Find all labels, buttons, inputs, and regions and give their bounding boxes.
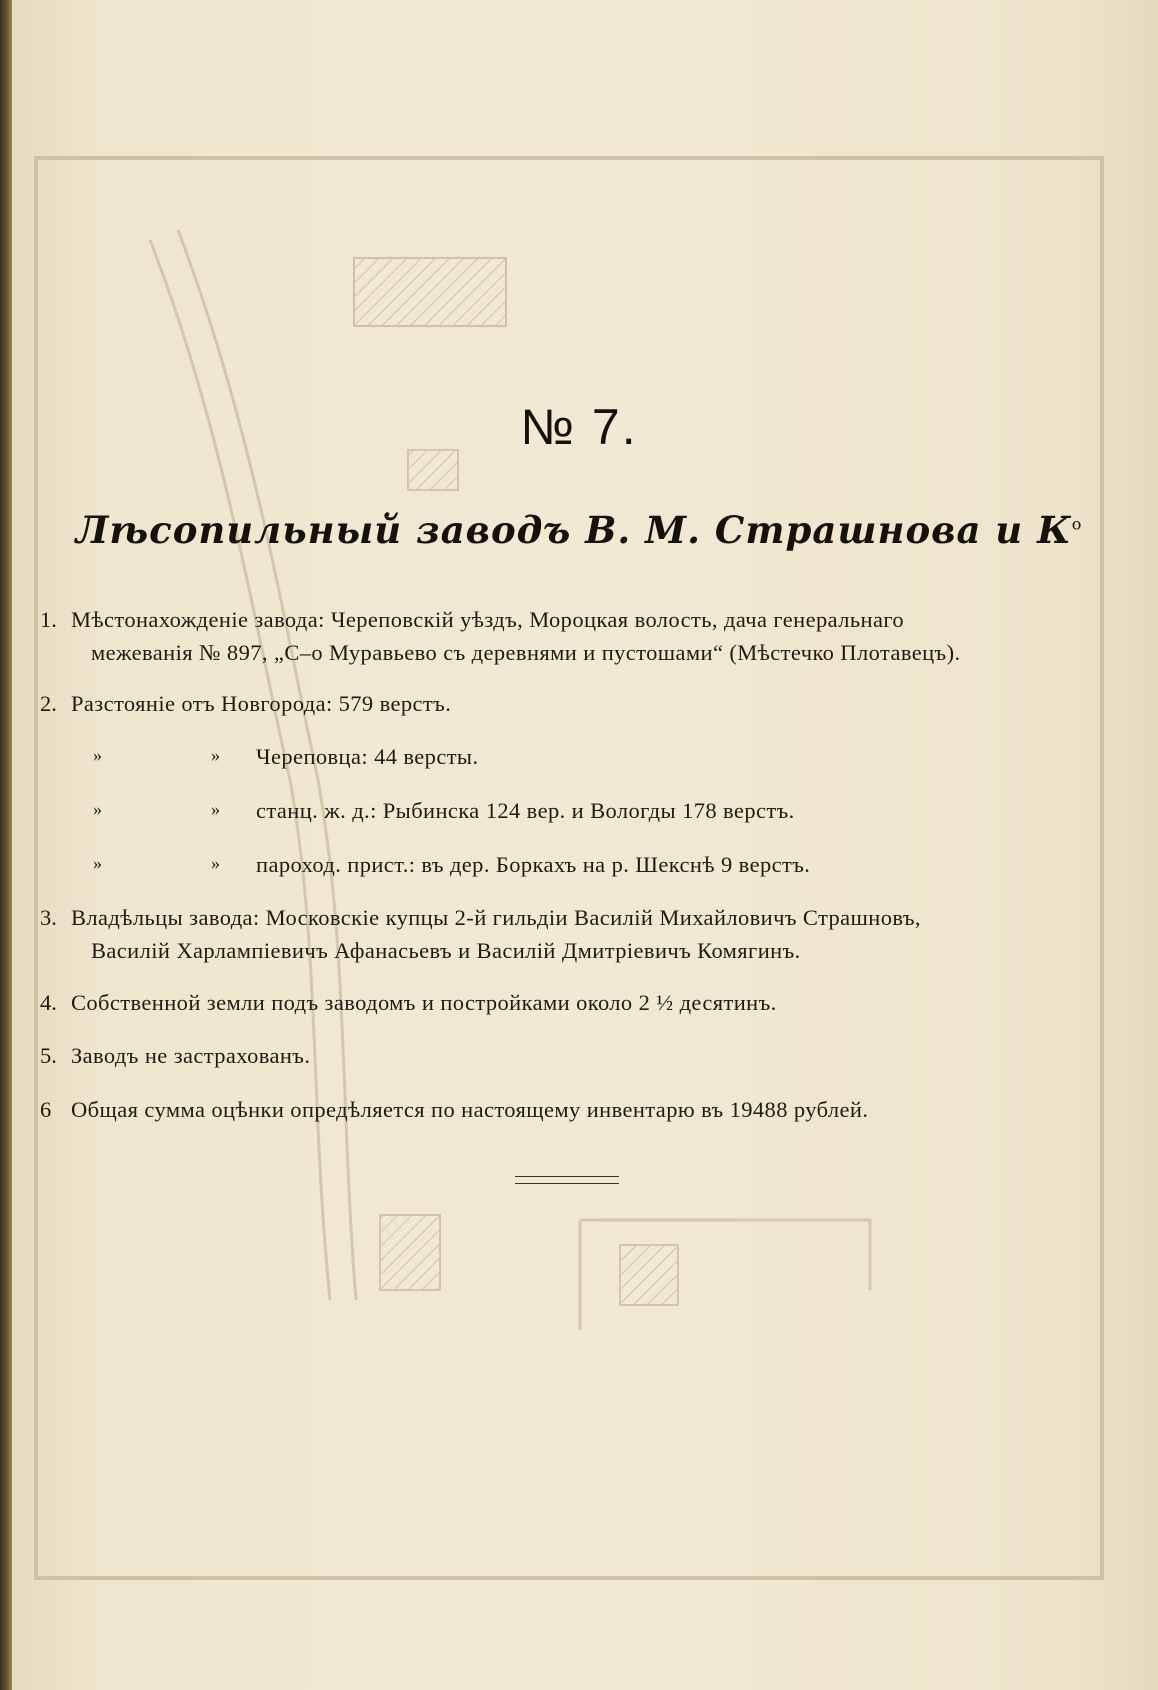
ditto-mark: » [93,799,103,819]
book-spine [0,0,12,1690]
item-2-sub-3: пароход. прист.: въ дер. Боркахъ на р. Шекснѣ 9 верстъ. [256,852,811,877]
document-title [0,508,1158,552]
item-5-line-1: Заводъ не застрахованъ. [71,1043,311,1068]
ditto-mark: » [211,799,221,819]
item-2-sub-1: Череповца: 44 версты. [256,744,479,769]
document-number: № 7. [520,399,638,455]
item-4-number: 4. [40,990,57,1015]
item-3-line-1: Владѣльцы завода: Московскіе купцы 2-й гильдіи Василій Михайловичъ Страшновъ, [71,905,921,930]
item-2-number: 2. [40,691,57,716]
item-1-line-2: межеванія № 897, „С–о Муравьево съ деревнями и пустошами“ (Мѣстечко Плотавецъ). [91,640,961,665]
item-3-line-2: Василій Харлампіевичъ Афанасьевъ и Василій Дмитріевичъ Комягинъ. [91,938,801,963]
page [12,0,1158,1690]
ditto-mark: » [93,853,103,873]
item-4-line-1: Собственной земли подъ заводомъ и постройками около 2 ½ десятинъ. [71,990,777,1015]
ditto-mark: » [211,745,221,765]
closing-double-rule [515,1176,619,1184]
item-1-line-1: Мѣстонахожденіе завода: Череповскій уѣздъ, Мороцкая волость, дача генеральнаго [71,607,905,632]
document-title-sup: о [1071,514,1083,534]
ditto-mark: » [93,745,103,765]
item-6-line-1: Общая сумма оцѣнки опредѣляется по настоящему инвентарю въ 19488 рублей. [71,1097,869,1122]
item-2-line-1: Разстояніе отъ Новгорода: 579 верстъ. [71,691,452,716]
item-6-number: 6 [40,1097,52,1122]
ditto-mark: » [211,853,221,873]
item-5-number: 5. [40,1043,57,1068]
item-1-number: 1. [40,607,57,632]
document-title-text: Лѣсопильный заводъ В. М. Страшнова и К [75,508,1072,552]
item-2-sub-2: станц. ж. д.: Рыбинска 124 вер. и Вологды 178 верстъ. [256,798,795,823]
item-3-number: 3. [40,905,57,930]
